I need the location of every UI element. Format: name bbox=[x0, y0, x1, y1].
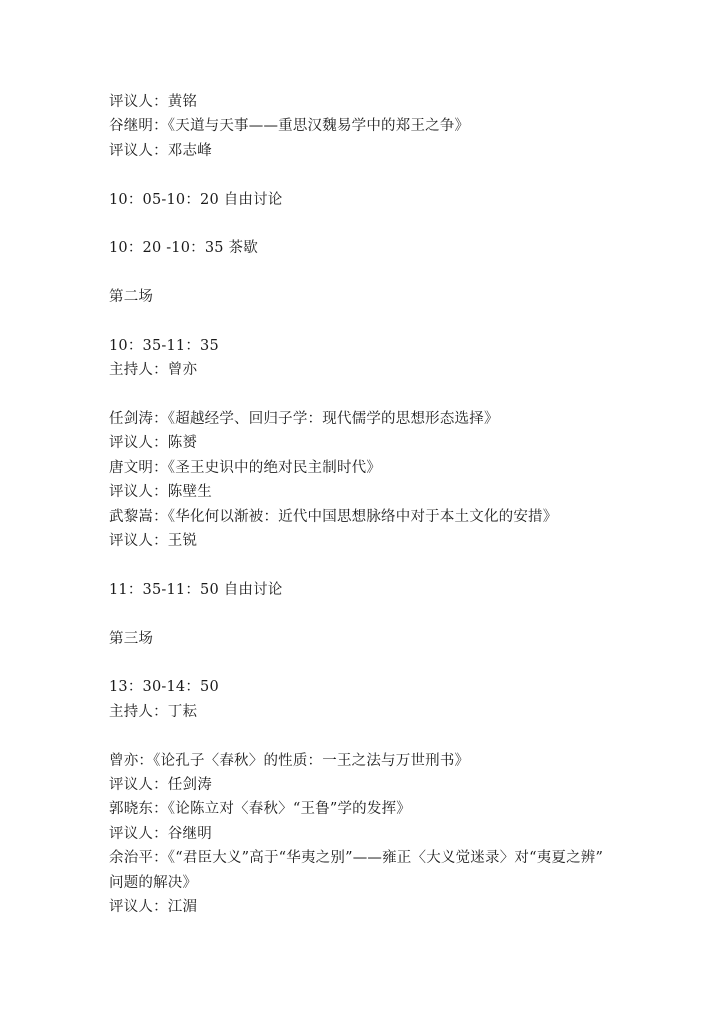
blank-line bbox=[109, 383, 629, 407]
text-line: 13：30-14：50 bbox=[109, 679, 219, 696]
text-line: 评议人：黄铭 bbox=[109, 94, 198, 110]
blank-line bbox=[109, 261, 629, 285]
text-line: 谷继明：《天道与天事——重思汉魏易学中的郑王之争》 bbox=[109, 118, 470, 135]
document-body bbox=[109, 90, 629, 919]
text-line: 评议人：陈赟 bbox=[109, 435, 198, 452]
text-line: 评议人：陈壁生 bbox=[109, 484, 212, 501]
text-line: 10：35-11：35 bbox=[109, 337, 219, 354]
section-heading: 第三场 bbox=[109, 630, 154, 647]
text-line: 主持人：丁耘 bbox=[109, 703, 198, 720]
text-line: 武黎嵩：《华化何以渐被：近代中国思想脉络中对于本土文化的安措》 bbox=[109, 508, 558, 525]
text-line: 评议人：邓志峰 bbox=[109, 142, 212, 159]
blank-line bbox=[109, 651, 629, 675]
text-line: 11：35-11：50 自由讨论 bbox=[109, 581, 283, 598]
blank-line bbox=[109, 212, 629, 236]
text-line: 曾亦：《论孔子〈春秋〉的性质：一王之法与万世刑书》 bbox=[109, 752, 470, 769]
blank-line bbox=[109, 553, 629, 577]
text-line: 余治平：《“君臣大义”高于“华夷之别”——雍正〈大义觉迷录〉对“夷夏之辨” bbox=[109, 850, 604, 867]
blank-line bbox=[109, 602, 629, 626]
blank-line bbox=[109, 310, 629, 334]
blank-line bbox=[109, 724, 629, 748]
text-line: 10：20 -10：35 茶歇 bbox=[109, 240, 258, 257]
section-heading: 第二场 bbox=[109, 289, 154, 306]
text-line: 评议人：谷继明 bbox=[109, 825, 212, 842]
text-line: 主持人：曾亦 bbox=[109, 362, 198, 379]
text-line: 10：05-10：20 自由讨论 bbox=[109, 191, 283, 208]
text-line: 唐文明：《圣王史识中的绝对民主制时代》 bbox=[109, 459, 382, 476]
text-line: 评议人：王锐 bbox=[109, 533, 198, 550]
text-line: 评议人：江湄 bbox=[109, 898, 198, 915]
blank-line bbox=[109, 163, 629, 187]
text-line: 评议人：任剑涛 bbox=[109, 776, 212, 793]
text-line: 郭晓东：《论陈立对〈春秋〉“王鲁”学的发挥》 bbox=[109, 801, 411, 818]
text-line: 问题的解决》 bbox=[109, 874, 198, 891]
text-line: 任剑涛：《超越经学、回归子学：现代儒学的思想形态选择》 bbox=[109, 411, 499, 428]
